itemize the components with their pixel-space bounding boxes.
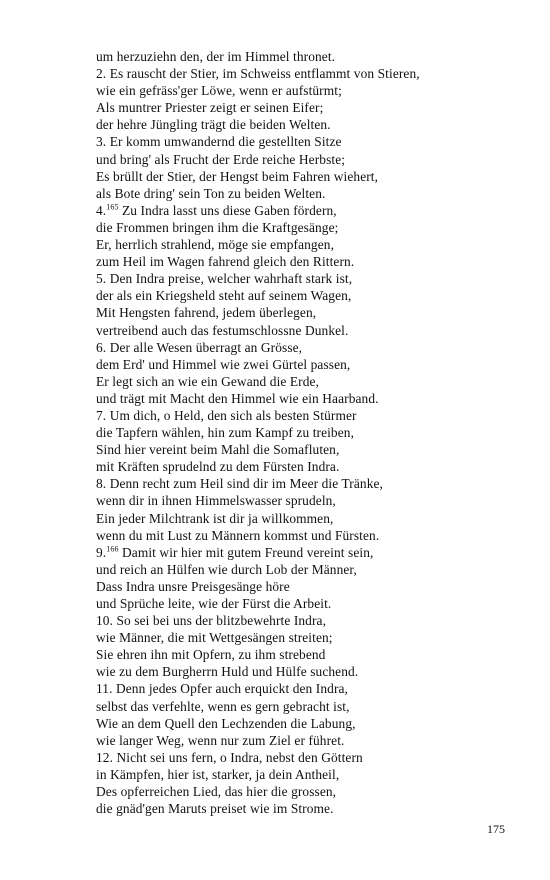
text-line: Es brüllt der Stier, der Hengst beim Fahren wiehert, xyxy=(96,168,379,184)
text-line: 7. Um dich, o Held, den sich als besten Stürmer xyxy=(96,407,357,423)
text-line: in Kämpfen, hier ist, starker, ja dein Antheil, xyxy=(96,766,340,782)
footnote-marker: 166 xyxy=(106,544,119,554)
footnote-marker: 165 xyxy=(106,202,119,212)
verse-number: 4. xyxy=(96,202,107,218)
text-line: als Bote dring' sein Ton zu beiden Welten. xyxy=(96,185,326,201)
text-line xyxy=(96,544,516,561)
text-line: Sie ehren ihn mit Opfern, zu ihm strebend xyxy=(96,647,326,663)
text-line: die Frommen bringen ihm die Kraftgesänge; xyxy=(96,219,339,235)
text-line: Wie an dem Quell den Lechzenden die Labung, xyxy=(96,715,356,731)
text-line: 10. So sei bei uns der blitzbewehrte Indra, xyxy=(96,613,327,629)
text-line: Ein jeder Milchtrank ist dir ja willkommen, xyxy=(96,510,334,526)
text-line: dem Erd' und Himmel wie zwei Gürtel passen, xyxy=(96,356,351,372)
line-text: Zu Indra lasst uns diese Gaben fördern, xyxy=(118,202,337,218)
text-line: die gnäd'gen Maruts preiset wie im Strome. xyxy=(96,801,334,817)
text-line: 11. Denn jedes Opfer auch erquickt den Indra, xyxy=(96,681,349,697)
text-line: wie langer Weg, wenn nur zum Ziel er führet. xyxy=(96,732,345,748)
poem-text xyxy=(96,48,516,817)
text-line: Als muntrer Priester zeigt er seinen Eifer; xyxy=(96,100,324,116)
text-line: die Tapfern wählen, hin zum Kampf zu treiben, xyxy=(96,425,355,441)
text-line: um herzuziehn den, der im Himmel thronet. xyxy=(96,49,336,64)
text-line: vertreibend auch das festumschlossne Dunkel. xyxy=(96,322,349,338)
text-line: zum Heil im Wagen fahrend gleich den Rittern. xyxy=(96,254,355,270)
text-line: der als ein Kriegsheld steht auf seinem Wagen, xyxy=(96,288,352,304)
text-line: Dass Indra unsre Preisgesänge höre xyxy=(96,578,290,594)
text-line xyxy=(96,65,516,82)
text-line: wenn du mit Lust zu Männern kommst und Fürsten. xyxy=(96,527,380,543)
text-line: und bring' als Frucht der Erde reiche Herbste; xyxy=(96,151,346,167)
verse-number: 2. Es rauscht der Stier, im Schweiss entflammt von Stieren, xyxy=(96,66,420,82)
text-line: und trägt mit Macht den Himmel wie ein Haarband. xyxy=(96,390,379,406)
text-line: wie ein gefräss'ger Löwe, wenn er aufstürmt; xyxy=(96,83,342,99)
text-line: 12. Nicht sei uns fern, o Indra, nebst den Göttern xyxy=(96,749,363,765)
text-line: 6. Der alle Wesen überragt an Grösse, xyxy=(96,339,303,355)
text-line: wie zu dem Burgherrn Huld und Hülfe suchend. xyxy=(96,664,359,680)
text-line: wie Männer, die mit Wettgesängen streiten; xyxy=(96,630,333,646)
text-line: Des opferreichen Lied, das hier die grossen, xyxy=(96,784,337,800)
verse-number: 9. xyxy=(96,544,107,560)
text-line: Er, herrlich strahlend, möge sie empfangen, xyxy=(96,237,335,253)
text-line: mit Kräften sprudelnd zu dem Fürsten Indra. xyxy=(96,459,340,475)
text-line: 3. Er komm umwandernd die gestellten Sitze xyxy=(96,134,342,150)
text-line: 8. Denn recht zum Heil sind dir im Meer die Tränke, xyxy=(96,476,383,492)
page-number: 175 xyxy=(487,822,505,836)
text-line: Mit Hengsten fahrend, jedem überlegen, xyxy=(96,305,317,321)
text-line xyxy=(96,202,516,219)
text-line: selbst das verfehlte, wenn es gern gebracht ist, xyxy=(96,698,350,714)
text-line: und Sprüche leite, wie der Fürst die Arbeit. xyxy=(96,596,332,611)
text-line: wenn dir in ihnen Himmelswasser sprudeln, xyxy=(96,493,336,509)
text-line: Sind hier vereint beim Mahl die Somafluten, xyxy=(96,442,340,458)
line-text: Damit wir hier mit gutem Freund vereint sein, xyxy=(118,544,374,560)
text-line: und reich an Hülfen wie durch Lob der Männer, xyxy=(96,561,357,577)
text-line: 5. Den Indra preise, welcher wahrhaft stark ist, xyxy=(96,271,353,287)
text-line: Er legt sich an wie ein Gewand die Erde, xyxy=(96,373,320,389)
text-line: der hehre Jüngling trägt die beiden Welten. xyxy=(96,117,331,133)
